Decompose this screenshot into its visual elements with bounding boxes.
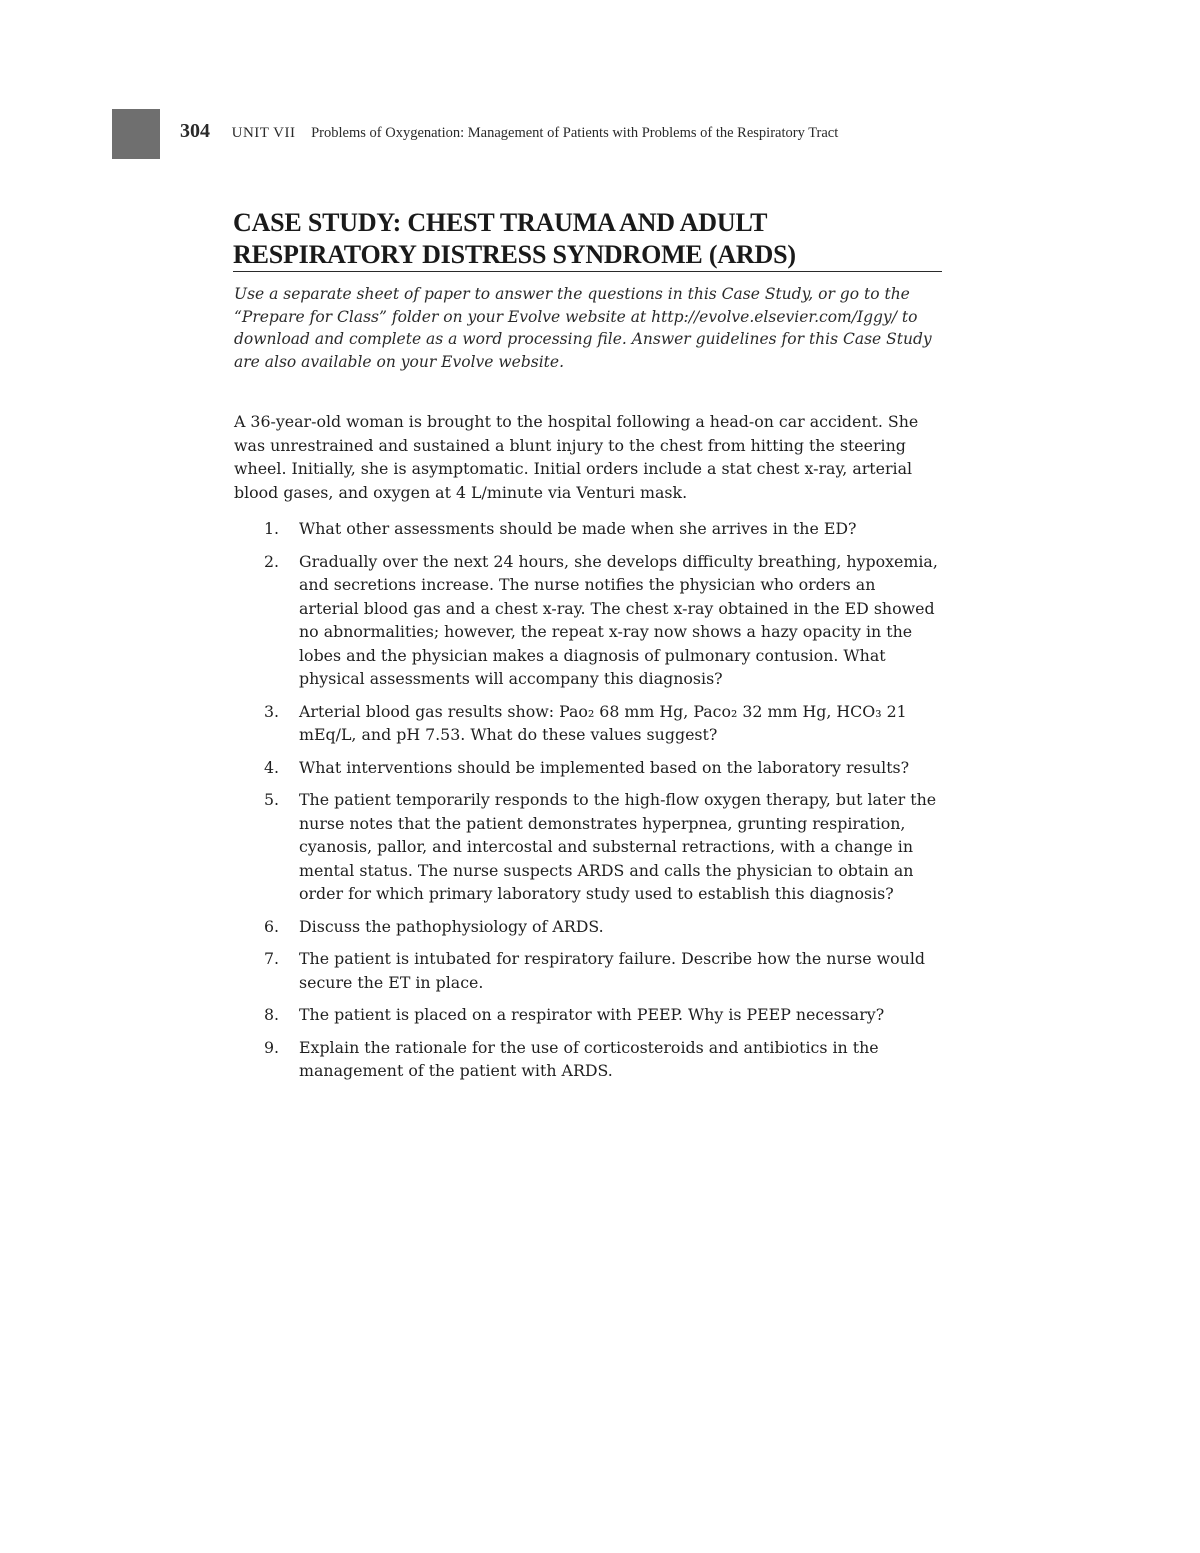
running-title: Problems of Oxygenation: Management of Patients with Problems of the Respiratory Tract — [311, 125, 839, 141]
running-header — [180, 120, 1000, 143]
question-item-9 — [234, 1036, 946, 1083]
question-text: What other assessments should be made when she arrives in the ED? — [299, 519, 857, 538]
question-item-2 — [234, 550, 946, 691]
question-number: 2. — [264, 551, 280, 571]
question-number: 1. — [264, 519, 280, 538]
question-text: The patient is intubated for respiratory failure. Describe how the nurse would secure the ET in place. — [299, 949, 926, 992]
question-number: 9. — [264, 1037, 280, 1057]
chapter-tab-block — [112, 109, 160, 159]
instructions-paragraph: Use a separate sheet of paper to answer the questions in this Case Study, or go to the “Prepare for Class” folder on your Evolve website at http://evolve.elsevier.com/Iggy/ to download and complete as a word processing file. Answer guidelines for this Case Study are also available on your Evolve website. — [234, 285, 932, 371]
question-text: Discuss the pathophysiology of ARDS. — [299, 916, 604, 936]
question-item-3 — [234, 700, 946, 747]
question-list — [234, 517, 946, 1092]
question-item-1 — [234, 517, 946, 541]
page-number: 304 — [180, 120, 210, 142]
question-text: The patient is placed on a respirator with PEEP. Why is PEEP necessary? — [299, 1005, 885, 1024]
question-number: 6. — [264, 916, 280, 936]
question-number: 7. — [264, 949, 280, 968]
question-item-4 — [234, 756, 946, 780]
question-number: 8. — [264, 1005, 280, 1024]
question-text: What interventions should be implemented based on the laboratory results? — [299, 757, 910, 777]
question-text: Gradually over the next 24 hours, she develops difficulty breathing, hypoxemia, and secretions increase. The nurse notifies the physician who orders an arterial blood gas and a chest x-ray. The chest x-ray obtained in the ED showed no abnormalities; however, the repeat x-ray now shows a hazy opacity in the lobes and the physician makes a diagnosis of pulmonary contusion. What physical assessments will accompany this diagnosis? — [299, 551, 938, 688]
title-divider — [233, 271, 942, 272]
question-number: 3. — [264, 701, 280, 721]
question-text: Explain the rationale for the use of corticosteroids and antibiotics in the management of the patient with ARDS. — [299, 1037, 879, 1080]
question-text: The patient temporarily responds to the high-flow oxygen therapy, but later the nurse notes that the patient demonstrates hyperpnea, grunting respiration, cyanosis, pallor, and intercostal and substernal retractions, with a change in mental status. The nurse suspects ARDS and calls the physician to obtain an order for which primary laboratory study used to establish this diagnosis? — [299, 790, 937, 903]
question-item-5 — [234, 788, 946, 906]
question-item-6 — [234, 915, 946, 939]
case-study-title: CASE STUDY: CHEST TRAUMA AND ADULT RESPIRATORY DISTRESS SYNDROME (ARDS) — [233, 208, 796, 269]
question-text: Arterial blood gas results show: Pao₂ 68 mm Hg, Paco₂ 32 mm Hg, HCO₃ 21 mEq/L, and pH 7.53. What do these values suggest? — [299, 701, 907, 744]
question-number: 5. — [264, 790, 280, 809]
question-item-8 — [234, 1003, 946, 1027]
question-item-7 — [234, 947, 946, 994]
question-number: 4. — [264, 757, 280, 777]
unit-label: UNIT VII — [231, 125, 296, 141]
scenario-paragraph: A 36-year-old woman is brought to the hospital following a head-on car accident. She was unrestrained and sustained a blunt injury to the chest from hitting the steering wheel. Initially, she is asymptomatic. Initial orders include a stat chest x-ray, arterial blood gases, and oxygen at 4 L/minute via Venturi mask. — [234, 412, 919, 502]
